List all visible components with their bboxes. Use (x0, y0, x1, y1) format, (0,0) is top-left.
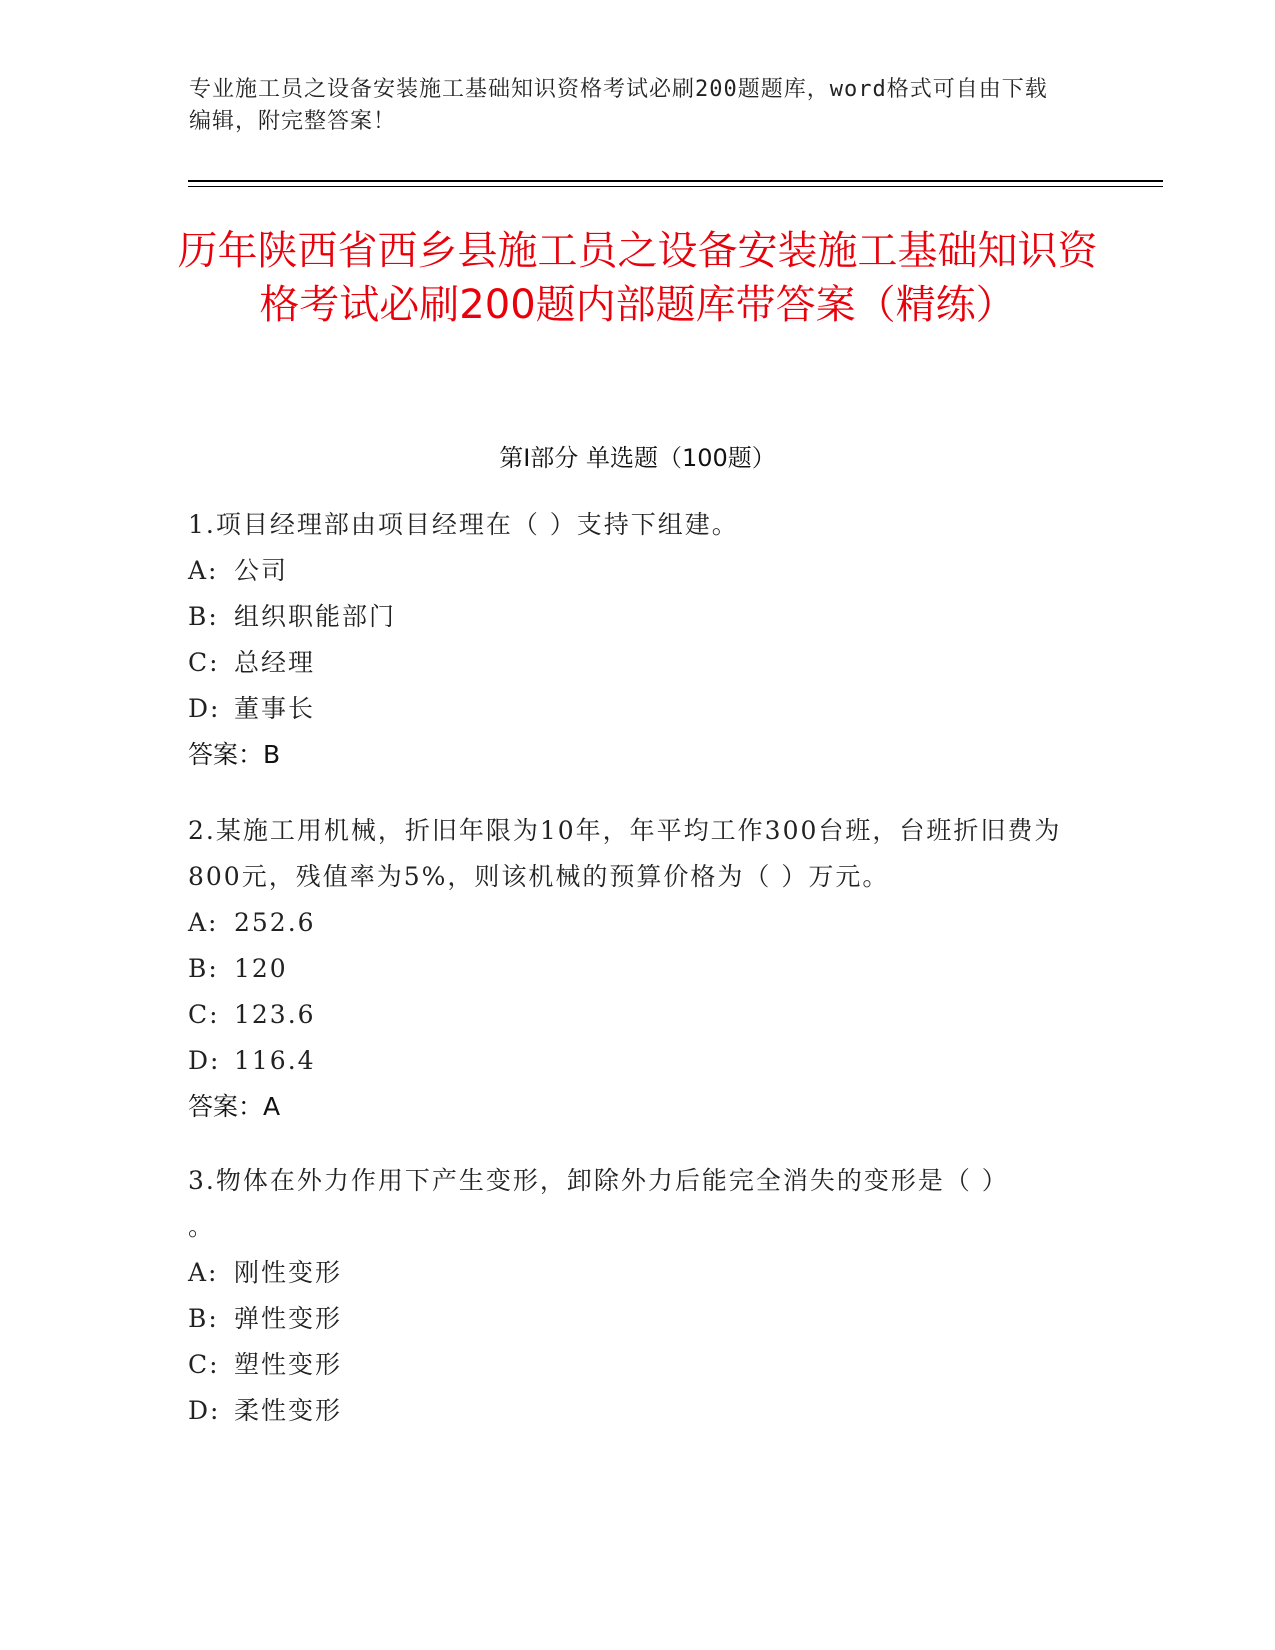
document-title: 历年陕西省西乡县施工员之设备安装施工基础知识资格考试必刷200题内部题库带答案（精练） (177, 228, 1098, 328)
option-c (188, 640, 1088, 686)
option-letter: D: (188, 694, 221, 723)
option-b (188, 1296, 1088, 1342)
option-c (188, 1342, 1088, 1388)
question-stem-continuation: 。 (188, 1212, 216, 1241)
option-b (188, 946, 1088, 992)
option-text: 组织职能部门 (234, 602, 397, 631)
option-letter: A: (188, 1258, 219, 1287)
option-text: 公司 (234, 556, 289, 585)
option-text: 董事长 (234, 694, 316, 723)
option-text: 123.6 (234, 1000, 316, 1029)
option-letter: D: (188, 1396, 221, 1425)
option-a (188, 1250, 1088, 1296)
header-rule-thick (188, 180, 1163, 182)
answer: 答案：A (188, 1092, 281, 1121)
option-letter: B: (188, 1304, 219, 1333)
option-letter: B: (188, 602, 219, 631)
option-letter: A: (188, 556, 219, 585)
header-note: 专业施工员之设备安装施工基础知识资格考试必刷200题题库，word格式可自由下载编辑，附完整答案！ (189, 77, 1048, 134)
question-1 (188, 502, 1088, 778)
option-text: 116.4 (234, 1046, 316, 1075)
answer: 答案：B (188, 740, 281, 769)
option-b (188, 594, 1088, 640)
option-c (188, 992, 1088, 1038)
option-a (188, 900, 1088, 946)
question-2 (188, 808, 1088, 1130)
option-d (188, 1038, 1088, 1084)
question-stem: 2.某施工用机械，折旧年限为10年，年平均工作300台班，台班折旧费为800元，残值率为5%，则该机械的预算价格为（ ）万元。 (188, 816, 1062, 891)
option-text: 塑性变形 (234, 1350, 343, 1379)
option-text: 120 (234, 954, 288, 983)
option-text: 柔性变形 (234, 1396, 343, 1425)
question-stem: 3.物体在外力作用下产生变形，卸除外力后能完全消失的变形是（ ） (188, 1166, 1009, 1195)
option-text: 刚性变形 (234, 1258, 343, 1287)
option-d (188, 1388, 1088, 1434)
option-letter: D: (188, 1046, 221, 1075)
option-letter: C: (188, 1350, 220, 1379)
header-rule-thin (188, 186, 1163, 187)
option-d (188, 686, 1088, 732)
option-text: 弹性变形 (234, 1304, 343, 1333)
question-stem: 1.项目经理部由项目经理在（ ）支持下组建。 (188, 510, 739, 539)
option-letter: C: (188, 648, 220, 677)
option-letter: A: (188, 908, 219, 937)
option-a (188, 548, 1088, 594)
option-letter: B: (188, 954, 219, 983)
section-heading: 第I部分 单选题（100题） (499, 444, 776, 472)
option-text: 252.6 (234, 908, 316, 937)
option-letter: C: (188, 1000, 220, 1029)
question-3 (188, 1158, 1088, 1434)
option-text: 总经理 (234, 648, 316, 677)
